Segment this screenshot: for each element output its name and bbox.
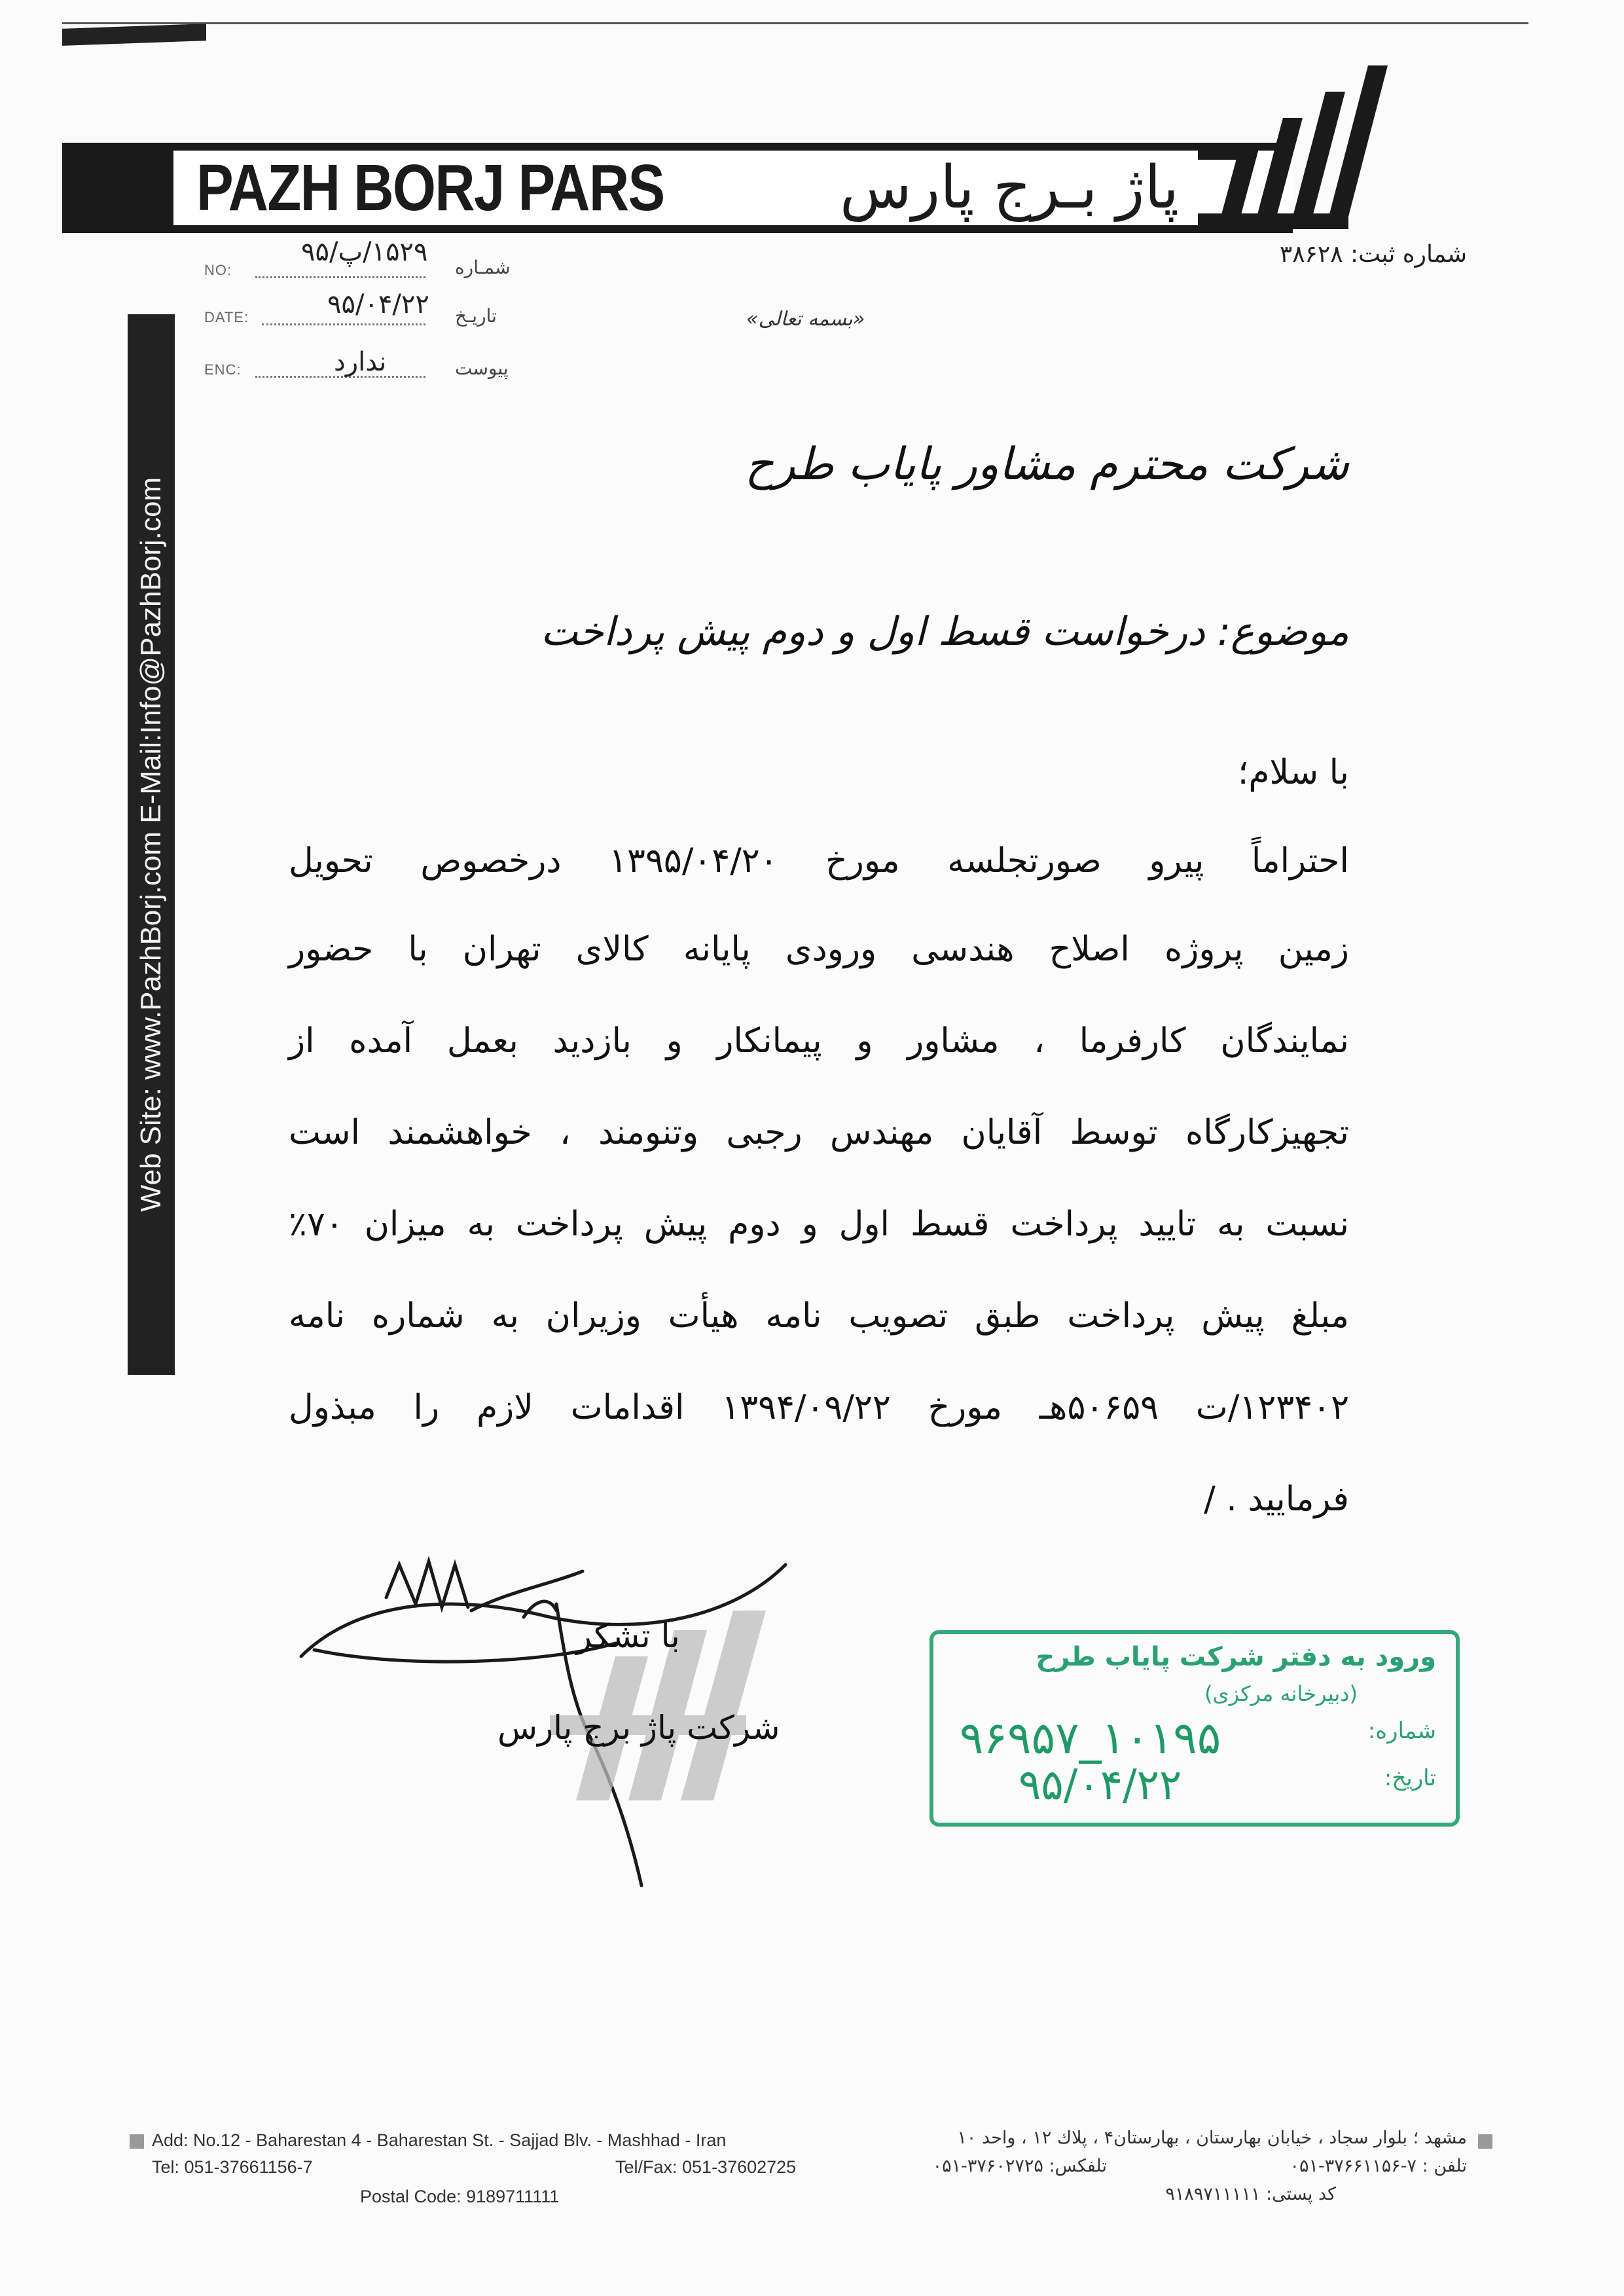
basmala: «بسمه تعالى» bbox=[746, 308, 865, 331]
footer-tel-fa: تلفن : ۷-۳۷۶۶۱۱۵۶-۰۵۱ bbox=[1290, 2156, 1467, 2176]
body-line: نمایندگان کارفرما ، مشاور و پیمانکار و بازدید بعمل آمده از bbox=[289, 1021, 1349, 1061]
footer-postal-en: Postal Code: 9189711111 bbox=[360, 2187, 560, 2206]
footer-address-fa: مشهد ؛ بلوار سجاد ، خيابان بهارستان ، بهارستان۴ ، پلاك ۱۲ ، واحد ۱۰ bbox=[957, 2128, 1467, 2148]
registration-number: شماره ثبت: ۳۸۶۲۸ bbox=[1279, 241, 1467, 268]
date-dots bbox=[262, 323, 425, 325]
letter-date: ۹۵/۰۴/۲۲ bbox=[327, 289, 429, 319]
enc-label-en: ENC: bbox=[204, 361, 242, 378]
number-dots bbox=[255, 276, 425, 278]
letterhead-band-left-block bbox=[62, 143, 173, 233]
footer-fax-fa: تلفكس: ۳۷۶۰۲۷۲۵-۰۵۱ bbox=[932, 2156, 1107, 2176]
footer-address-en: Add: No.12 - Baharestan 4 - Baharestan St. - Sajjad Blv. - Mashhad - Iran bbox=[152, 2130, 727, 2150]
footer-postal-fa: كد پستى: ۹۱۸۹۷۱۱۱۱۱ bbox=[1165, 2184, 1336, 2204]
number-label-en: NO: bbox=[204, 262, 232, 278]
recipient: شرکت محترم مشاور پایاب طرح bbox=[745, 439, 1349, 490]
body-line: نسبت به تایید پرداخت قسط اول و دوم پیش پرداخت به میزان ۷۰٪ bbox=[289, 1205, 1349, 1244]
subject-line: موضوع: درخواست قسط اول و دوم پیش پرداخت bbox=[541, 609, 1349, 655]
footer-telfax-en: Tel/Fax: 051-37602725 bbox=[615, 2157, 797, 2177]
body-line: مبلغ پیش پرداخت طبق تصویب نامه هیأت وزیران به شماره نامه bbox=[289, 1296, 1349, 1336]
footer-bullet-en bbox=[130, 2134, 144, 2149]
closing: با تشکر bbox=[576, 1617, 680, 1655]
stamp-date-label: تاریخ: bbox=[1384, 1765, 1436, 1791]
top-corner-mark bbox=[62, 24, 206, 46]
body-last-line: فرمایید . / bbox=[1204, 1480, 1349, 1519]
stamp-number-label: شماره: bbox=[1367, 1718, 1436, 1744]
footer-bullet-fa bbox=[1478, 2134, 1492, 2149]
stamp-subtitle: (دبیرخانه مرکزی) bbox=[1204, 1681, 1358, 1706]
body-line: زمین پروژه اصلاح هندسی ورودی پایانه کالای تهران با حضور bbox=[289, 930, 1349, 969]
date-label-en: DATE: bbox=[204, 309, 249, 325]
footer-tel-en: Tel: 051-37661156-7 bbox=[152, 2157, 313, 2177]
signatory: شرکت پاژ برج پارس bbox=[497, 1709, 780, 1747]
company-name-latin: PAZH BORJ PARS bbox=[196, 151, 664, 225]
stamp-number-value: ۱۰۱۹۵_۹۶۹۵۷ bbox=[960, 1713, 1221, 1764]
letter-number: ۱۵۲۹/پ/۹۵ bbox=[301, 237, 428, 267]
body-line: تجهیزکارگاه توسط آقایان مهندس رجبی وتنومند ، خواهشمند است bbox=[289, 1113, 1349, 1152]
enc-label-fa: پيوست bbox=[455, 357, 509, 379]
letter-enclosure: ندارد bbox=[334, 347, 387, 377]
company-name-persian: پاژ بـرج پارس bbox=[839, 153, 1179, 222]
stamp-date-value: ۹۵/۰۴/۲۲ bbox=[1019, 1761, 1182, 1810]
greeting: با سلام؛ bbox=[1237, 753, 1349, 792]
top-rule bbox=[62, 22, 1528, 24]
body-line: احتراماً پیرو صورتجلسه مورخ ۱۳۹۵/۰۴/۲۰ درخصوص تحویل bbox=[289, 841, 1349, 881]
contact-sidebar-text: Web Site: www.PazhBorj.com E-Mail:Info@PazhBorj.com bbox=[135, 477, 167, 1212]
stamp-title: ورود به دفتر شرکت پایاب طرح bbox=[1036, 1642, 1436, 1672]
company-logo-icon bbox=[1198, 65, 1394, 236]
body-line: ۱۲۳۴۰۲/ت ۵۰۶۵۹هـ مورخ ۱۳۹۴/۰۹/۲۲ اقدامات لازم را مبذول bbox=[289, 1388, 1349, 1427]
receipt-stamp bbox=[929, 1630, 1460, 1827]
date-label-fa: تاريـخ bbox=[455, 305, 497, 327]
number-label-fa: شمـاره bbox=[455, 257, 511, 278]
